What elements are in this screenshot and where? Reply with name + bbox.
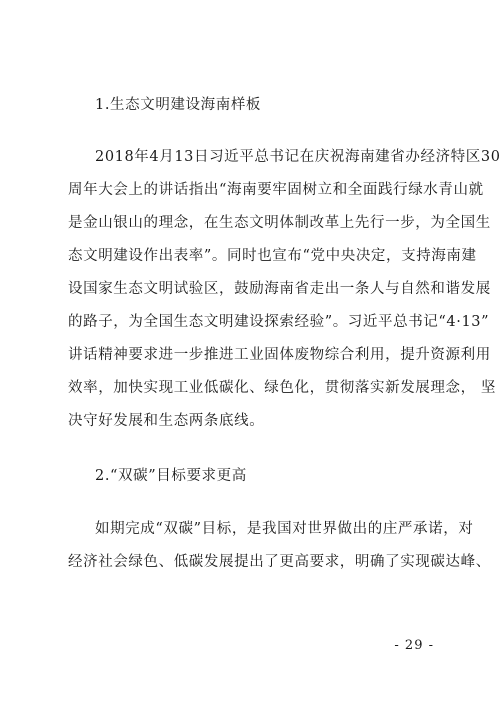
paragraph-line: 讲话精神要求进一步推进工业固体废物综合利用，提升资源利用: [68, 347, 491, 363]
page-number: - 29 -: [394, 638, 434, 653]
paragraph-line: 设国家生态文明试验区，鼓励海南省走出一条人与自然和谐发展: [68, 281, 491, 297]
paragraph-line: 2018年4月13日习近平总书记在庆祝海南建省办经济特区30: [95, 149, 501, 165]
paragraph-line: 态文明建设作出表率”。同时也宣布“党中央决定，支持海南建: [68, 248, 477, 264]
paragraph-line: 经济社会绿色、低碳发展提出了更高要求，明确了实现碳达峰、: [68, 554, 491, 570]
paragraph-line: 如期完成“双碳”目标，是我国对世界做出的庄严承诺，对: [95, 521, 474, 537]
paragraph-line: 的路子，为全国生态文明建设探索经验”。习近平总书记“4·13”: [68, 314, 490, 330]
paragraph-line: 决守好发展和生态两条底线。: [68, 413, 265, 429]
section-heading-dual-carbon: 2.“双碳”目标要求更高: [95, 468, 247, 484]
section-heading-ecological-model: 1.生态文明建设海南样板: [95, 97, 262, 113]
paragraph-line: 周年大会上的讲话指出“海南要牢固树立和全面践行绿水青山就: [68, 182, 484, 198]
paragraph-line: 是金山银山的理念，在生态文明体制改革上先行一步，为全国生: [68, 215, 491, 231]
paragraph-line: 效率，加快实现工业低碳化、绿色化，贯彻落实新发展理念， 坚: [68, 380, 497, 396]
